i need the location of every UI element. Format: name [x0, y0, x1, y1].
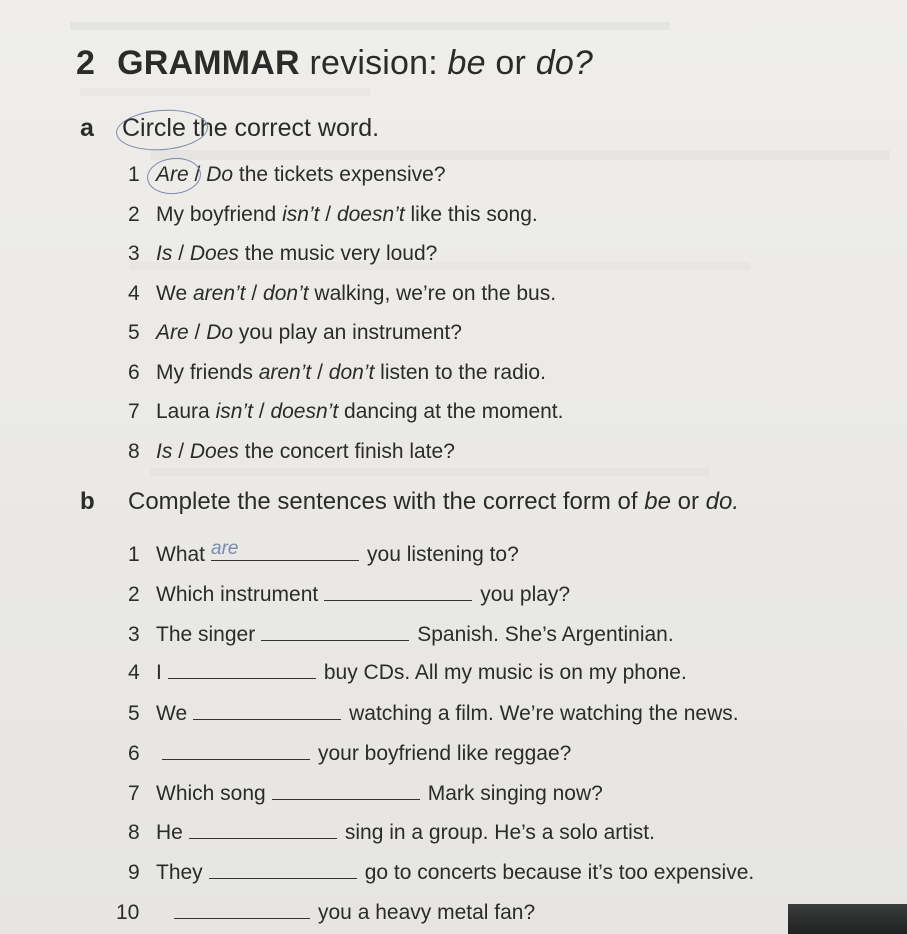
section-a-letter: a: [80, 114, 94, 142]
answer-blank[interactable]: [162, 741, 310, 760]
list-item-a2: 2 My boyfriend isn’t / doesn’t like this song.: [128, 203, 538, 226]
answer-blank[interactable]: [261, 622, 409, 641]
title-or: or: [495, 44, 527, 82]
option-2[interactable]: don’t: [328, 361, 375, 384]
list-item-b7: 7 Which song Mark singing now?: [128, 782, 603, 805]
list-item-a1: 1 Are / Do the tickets expensive?: [128, 163, 446, 186]
title-be: be: [447, 44, 486, 82]
option-1[interactable]: Is: [156, 242, 173, 265]
bleed-through-text: [150, 468, 710, 476]
answer-blank[interactable]: [209, 860, 357, 879]
answer-blank[interactable]: [168, 660, 316, 679]
option-1[interactable]: aren’t: [192, 282, 246, 305]
answer-blank[interactable]: [189, 820, 337, 839]
list-item-b9: 9 They go to concerts because it’s too expensive.: [128, 861, 755, 884]
exercise-title: [76, 44, 593, 83]
list-item-a5: 5 Are / Do you play an instrument?: [128, 321, 462, 344]
list-item-b2: 2 Which instrument you play?: [128, 583, 571, 606]
option-2[interactable]: doesn’t: [270, 400, 339, 423]
list-item-b6: 6 your boyfriend like reggae?: [128, 742, 572, 765]
answer-blank[interactable]: [211, 538, 359, 561]
section-b-letter: b: [80, 488, 95, 515]
option-1[interactable]: Are: [156, 321, 189, 344]
option-1[interactable]: isn’t: [215, 400, 253, 423]
answer-blank[interactable]: [174, 900, 310, 919]
photo-corner: [788, 904, 907, 934]
list-item-b4: 4 I buy CDs. All my music is on my phone.: [128, 661, 687, 684]
option-2[interactable]: Do: [206, 163, 234, 186]
title-do: do?: [535, 44, 594, 82]
exercise-number: 2: [76, 44, 96, 82]
list-item-a7: 7 Laura isn’t / doesn’t dancing at the moment.: [128, 400, 564, 423]
list-item-a4: 4 We aren’t / don’t walking, we’re on the bus.: [128, 282, 557, 305]
option-2[interactable]: don’t: [263, 282, 309, 305]
option-2[interactable]: Do: [206, 321, 234, 344]
option-1[interactable]: aren’t: [258, 361, 312, 384]
bleed-through-text: [70, 22, 670, 30]
answer-handwritten: are: [211, 538, 239, 559]
instruction-circle-word: Circle: [122, 114, 186, 142]
section-a-instruction: [80, 114, 379, 143]
list-item-b3: 3 The singer Spanish. She’s Argentinian.: [128, 623, 674, 646]
option-2[interactable]: Does: [189, 440, 239, 463]
option-1[interactable]: Is: [156, 440, 173, 463]
answer-blank[interactable]: [272, 781, 420, 800]
answer-blank[interactable]: [324, 582, 472, 601]
list-item-b5: 5 We watching a film. We’re watching the news.: [128, 702, 739, 725]
title-revision: revision:: [309, 44, 438, 82]
list-item-a8: 8 Is / Does the concert finish late?: [128, 440, 455, 463]
list-item-b10: 10 you a heavy metal fan?: [116, 901, 536, 924]
section-b-instruction: b Complete the sentences with the correct form of be or do.: [80, 488, 740, 515]
instruction-rest: the correct word.: [192, 114, 380, 142]
title-grammar: GRAMMAR: [117, 44, 300, 82]
list-item-b1: 1 What are you listening to?: [128, 538, 519, 566]
bleed-through-text: [150, 150, 890, 160]
list-item-a6: 6 My friends aren’t / don’t listen to the radio.: [128, 361, 546, 384]
answer-blank[interactable]: [193, 701, 341, 720]
option-1[interactable]: Are: [156, 163, 189, 186]
option-2[interactable]: Does: [189, 242, 239, 265]
bleed-through-text: [80, 88, 370, 96]
option-2[interactable]: doesn’t: [336, 203, 405, 226]
list-item-a3: 3 Is / Does the music very loud?: [128, 242, 438, 265]
option-1[interactable]: isn’t: [282, 203, 320, 226]
list-item-b8: 8 He sing in a group. He’s a solo artist.: [128, 821, 655, 844]
